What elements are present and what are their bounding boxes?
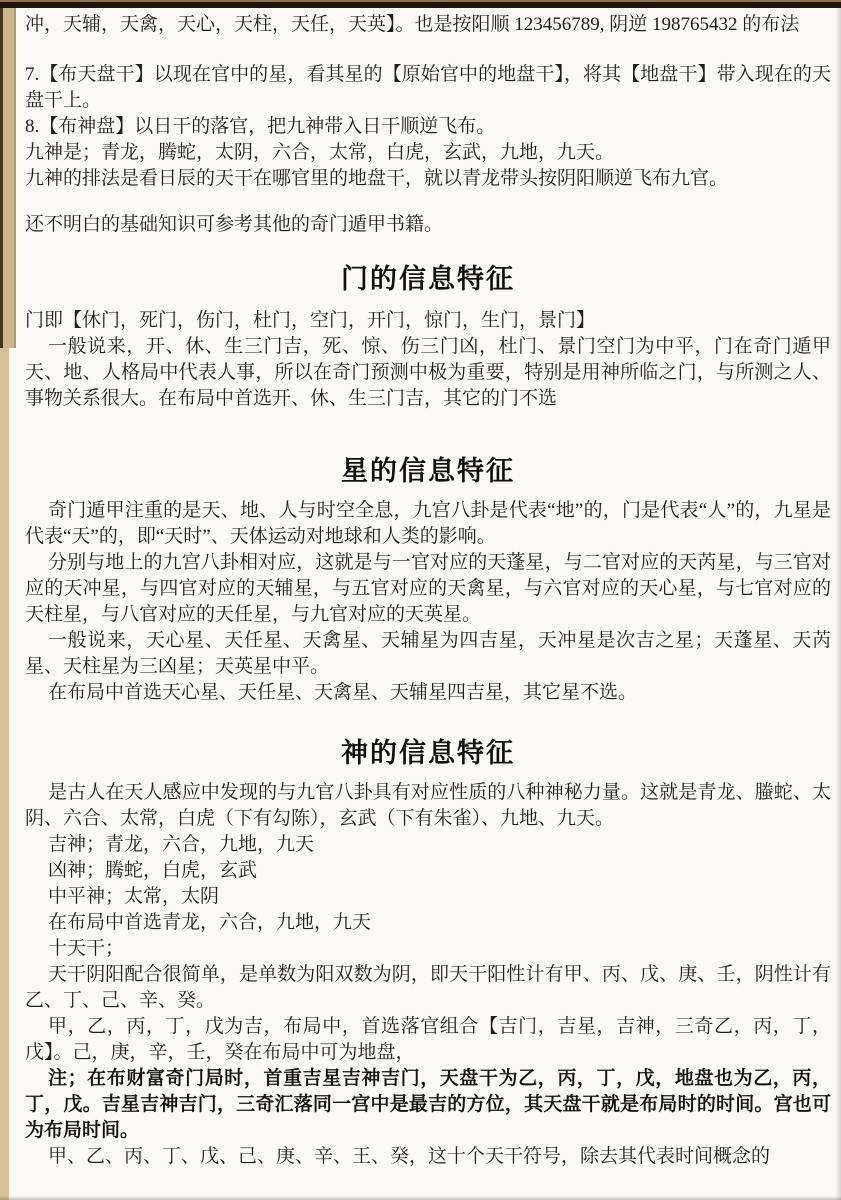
reference-note-line: 还不明白的基础知识可参考其他的奇门遁甲书籍。 (25, 214, 444, 235)
section-title-doors: 门的信息特征 (341, 264, 515, 294)
stars-intro-paragraph: 奇门遁甲注重的是天、地、人与时空全息，九宫八卦是代表“地”的，门是代表“人”的，九星是代表“天”的，即“天时”、天体运动对地球和人类的影响。 (25, 500, 831, 547)
section-title-stars: 星的信息特征 (341, 456, 515, 486)
gods-intro-paragraph: 是古人在天人感应中发现的与九官八卦具有对应性质的八种神秘力量。这就是青龙、螣蛇、太阴、六合、太常，白虎（下有勾陈），玄武（下有朱雀）、九地、九天。 (25, 782, 831, 829)
scan-right-shadow (835, 0, 841, 1200)
stems-yinyang-paragraph: 天干阴阳配合很简单，是单数为阳双数为阴，即天干阳性计有甲、丙、戊、庚、壬，阴性计有乙、丁、己、辛、癸。 (25, 964, 831, 1011)
stems-lucky-paragraph: 甲，乙，丙，丁，戊为吉，布局中，首选落官组合【吉门，吉星，吉神，三奇乙，丙，丁，戊】。己，庚，辛，壬，癸在布局中可为地盘， (25, 1016, 831, 1063)
ten-stems-label-line: 十天干； (48, 938, 125, 959)
carryover-line: 冲，天辅，天禽，天心，天柱，天任，天英】。也是按阳顺 123456789, 阴逆 198765432 的布法 (25, 14, 800, 35)
scan-top-edge (0, 0, 841, 8)
doors-list-paragraph: 门即【休门，死门，伤门，杜门，空门，开门，惊门，生门，景门】 (25, 310, 596, 331)
step-7-line: 7.【布天盘干】以现在官中的星，看其星的【原始官中的地盘干】，将其【地盘干】带入现在的天盘干上。 (25, 64, 831, 111)
gods-selection-line: 在布局中首选青龙，六合，九地，九天 (48, 912, 372, 933)
step-8-line: 8.【布神盘】以日干的落官，把九神带入日干顺逆飞布。 (25, 116, 496, 137)
scan-bottom-shadow (0, 1196, 841, 1200)
gods-unlucky-line: 凶神；腾蛇，白虎，玄武 (48, 860, 258, 881)
section-title-gods: 神的信息特征 (341, 738, 515, 768)
gods-neutral-line: 中平神；太常，太阴 (48, 886, 220, 907)
doors-description-paragraph: 一般说来，开、休、生三门吉，死、惊、伤三门凶，杜门、景门空门为中平，门在奇门遁甲天、地、人格局中代表人事，所以在奇门预测中极为重要，特别是用神所临之门，与所测之人、事物关系很大。在布局中首选开、休、生三门吉，其它的门不选 (25, 336, 831, 409)
stems-closing-paragraph: 甲、乙、丙、丁、戊、己、庚、辛、王、癸，这十个天干符号，除去其代表时间概念的 (48, 1146, 771, 1167)
stars-luck-paragraph: 一般说来，天心星、天任星、天禽星、天辅星为四吉星，天冲星是次吉之星；天蓬星、天芮星、天柱星为三凶星；天英星中平。 (25, 630, 831, 677)
stars-selection-paragraph: 在布局中首选天心星、天任星、天禽星、天辅星四吉星，其它星不选。 (48, 682, 638, 703)
wealth-note-paragraph: 注；在布财富奇门局时，首重吉星吉神吉门，天盘干为乙，丙，丁，戊，地盘也为乙，丙，丁，戊。吉星吉神吉门，三奇汇落同一宫中是最吉的方位，其天盘干就是布局时的时间。宫也可为布局时间。 (25, 1068, 831, 1141)
nine-gods-list-line: 九神是；青龙，腾蛇，太阴，六合，太常，白虎，玄武，九地，九天。 (25, 142, 615, 163)
page-text-block (25, 12, 831, 1170)
nine-gods-rule-line: 九神的排法是看日辰的天干在哪官里的地盘干，就以青龙带头按阴阳顺逆飞布九官。 (25, 168, 729, 189)
gods-lucky-line: 吉神；青龙，六合，九地，九天 (48, 834, 315, 855)
stars-mapping-paragraph: 分别与地上的九宫八卦相对应，这就是与一官对应的天蓬星，与二官对应的天芮星，与三官对应的天冲星，与四官对应的天辅星，与五官对应的天禽星，与六官对应的天心星，与七官对应的天柱星，与八官对应的天任星，与九官对应的天英星。 (25, 552, 831, 625)
scan-left-edge-dark-corner (0, 0, 16, 348)
